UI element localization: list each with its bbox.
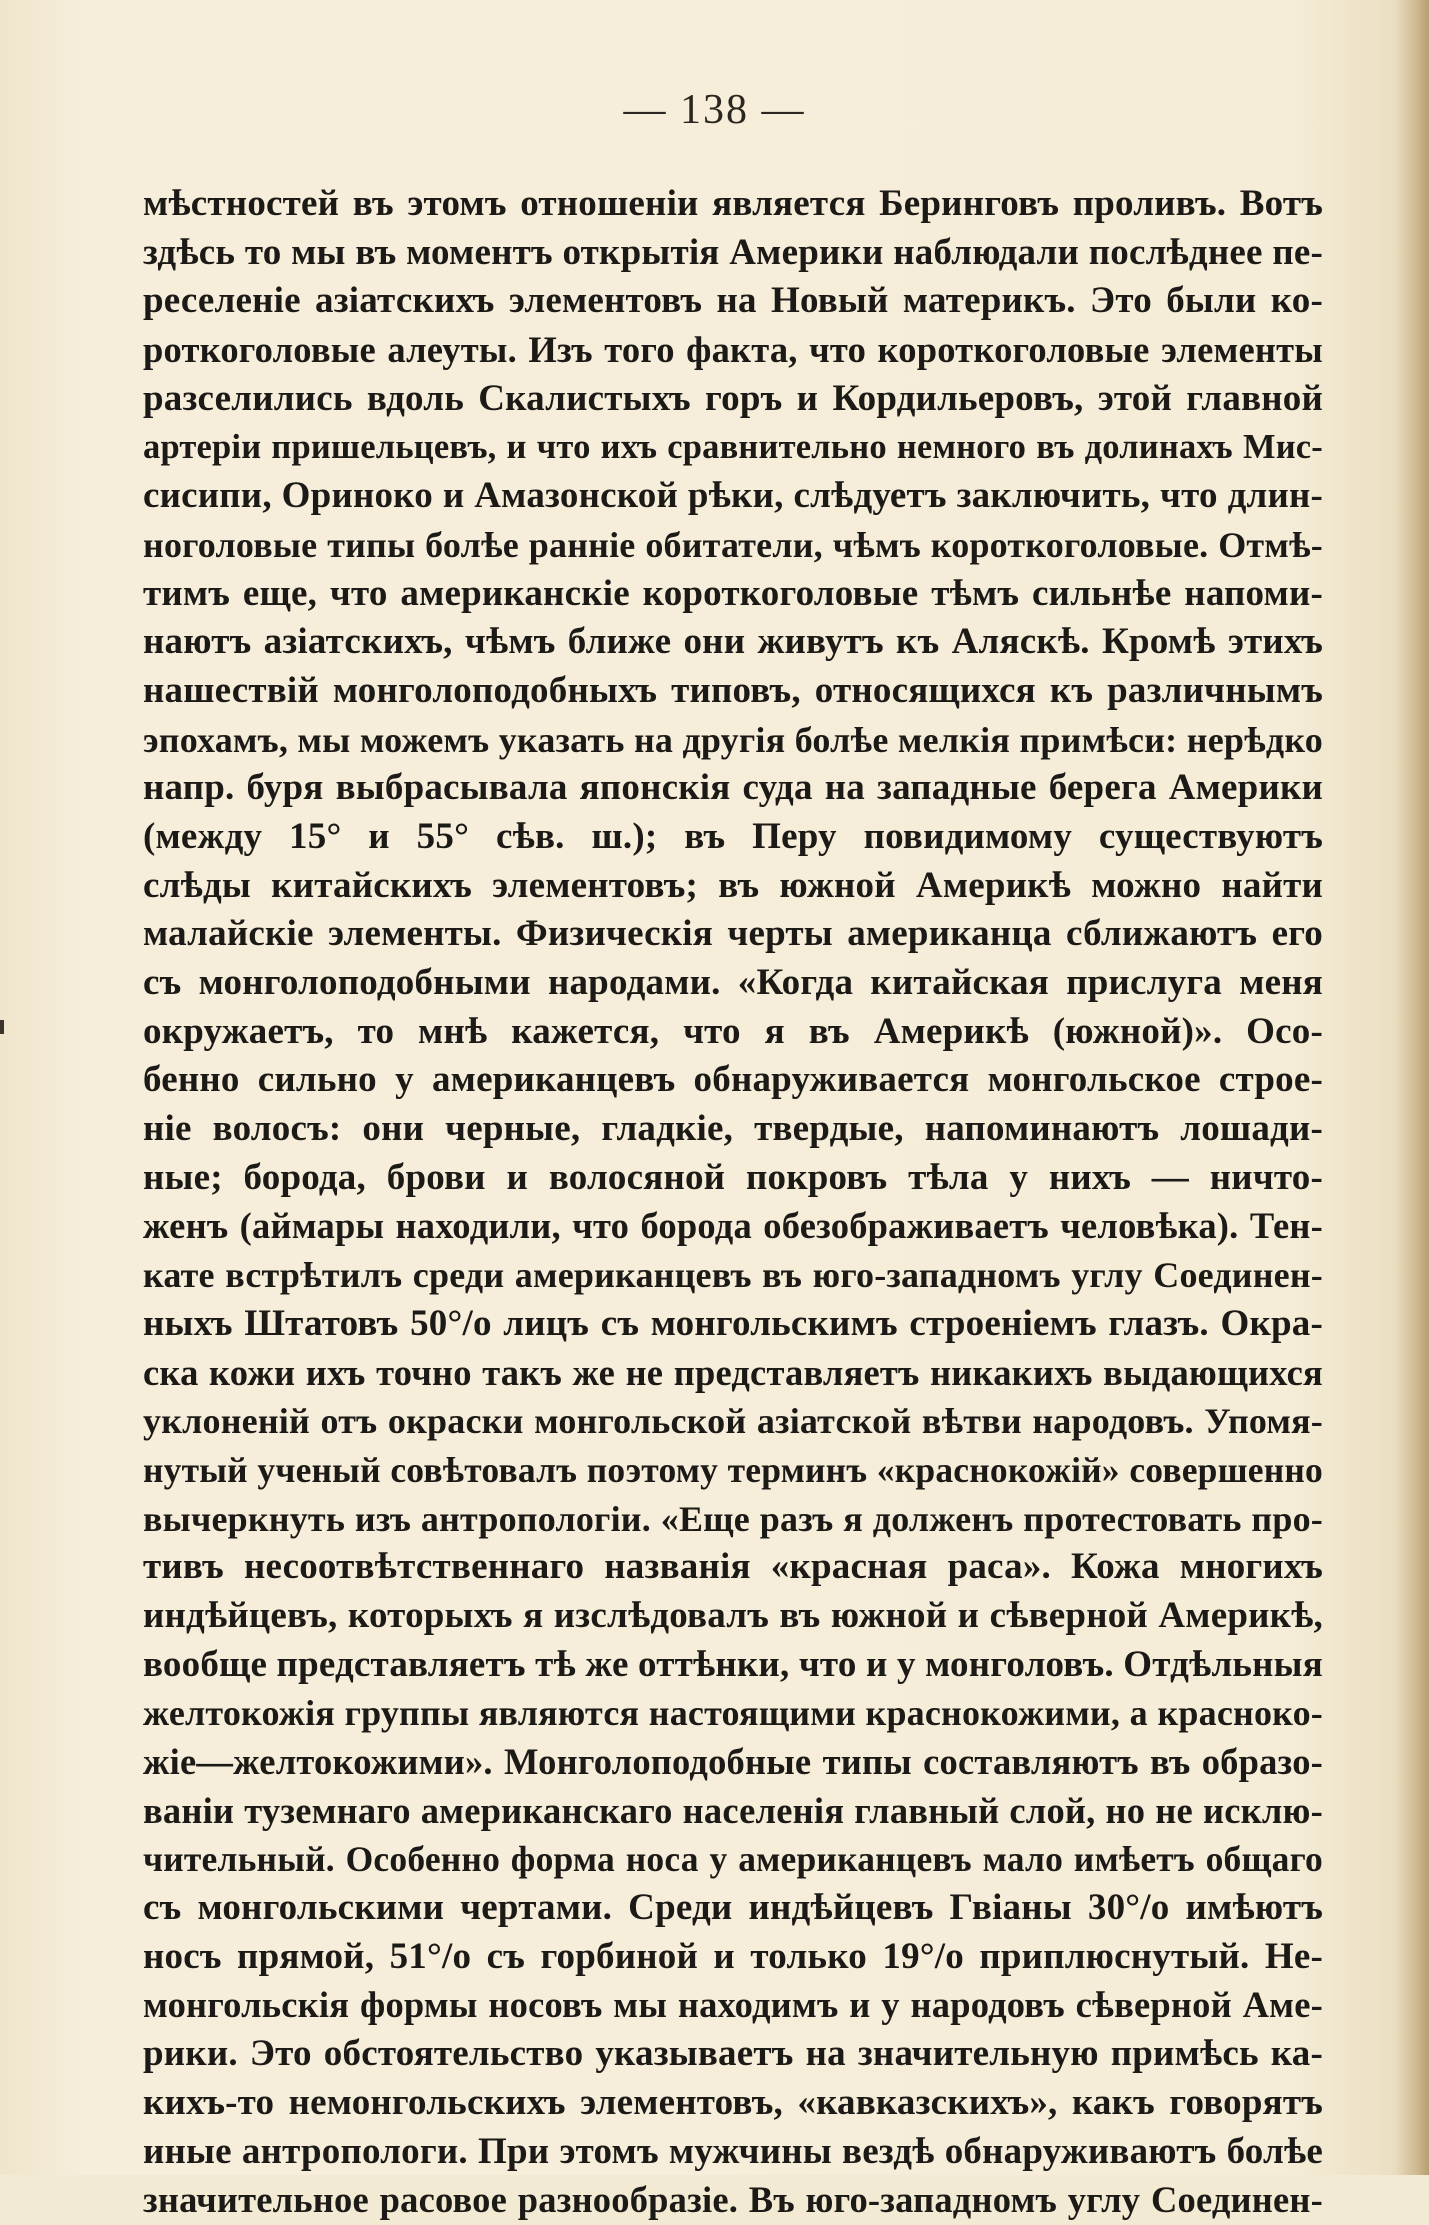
text-line: ноголовые типы болѣе ранніе обитатели, чѣмъ короткоголовые. Отмѣ- [143,524,1323,565]
body-text [143,180,1323,2225]
text-line: окружаетъ, то мнѣ кажется, что я въ Америкѣ (южной)». Осо- [143,1010,1323,1052]
text-line: разселились вдоль Скалистыхъ горъ и Кордильеровъ, этой главной [143,377,1323,419]
page-number: — 138 — [623,87,806,133]
text-line: индѣйцевъ, которыхъ я изслѣдовалъ въ южной и сѣверной Америкѣ, [143,1594,1323,1636]
text-line: сисипи, Ориноко и Амазонской рѣки, слѣдуетъ заключить, что длин- [143,475,1323,517]
page-edge-shadow [1395,0,1429,2175]
text-line: женъ (аймары находили, что борода обезображиваетъ человѣка). Тен- [143,1205,1323,1247]
text-line: нутый ученый совѣтовалъ поэтому терминъ «краснокожій» совершенно [143,1449,1323,1490]
text-line: бенно сильно у американцевъ обнаруживается монгольское строе- [143,1059,1323,1101]
text-line: наютъ азіатскихъ, чѣмъ ближе они живутъ къ Аляскѣ. Кромѣ этихъ [143,621,1323,663]
text-line: кате встрѣтилъ среди американцевъ въ юго-западномъ углу Соединен- [143,1255,1323,1296]
text-line: чительный. Особенно форма носа у американцевъ мало имѣетъ общаго [143,1839,1323,1880]
text-line: напр. буря выбрасывала японскія суда на западные берега Америки [143,767,1323,809]
text-line: роткоголовые алеуты. Изъ того факта, что короткоголовые элементы [143,329,1323,371]
text-line: эпохамъ, мы можемъ указать на другія болѣе мелкія примѣси: нерѣдко [143,719,1323,760]
text-line: кихъ-то немонгольскихъ элементовъ, «кавказскихъ», какъ говорятъ [143,2081,1323,2123]
text-line: съ монгольскими чертами. Среди индѣйцевъ Гвіаны 30°/о имѣютъ [143,1887,1323,1929]
text-line: реселеніе азіатскихъ элементовъ на Новый материкъ. Это были ко- [143,280,1323,322]
text-line: рики. Это обстоятельство указываетъ на значительную примѣсь ка- [143,2033,1323,2075]
text-line: жіе—желтокожими». Монголоподобные типы составляютъ въ образо- [143,1741,1323,1782]
text-line: ніе волосъ: они черные, гладкіе, твердые, напоминаютъ лошади- [143,1108,1323,1150]
text-line: съ монголоподобными народами. «Когда китайская прислуга меня [143,962,1323,1003]
text-line: (между 15° и 55° сѣв. ш.); въ Перу повидимому существуютъ [143,815,1323,857]
text-line: малайскіе элементы. Физическія черты американца сближаютъ его [143,913,1323,955]
text-line: значительное расовое разнообразіе. Въ юго-западномъ углу Соединен- [143,2179,1323,2221]
text-line: ска кожи ихъ точно такъ же не представляетъ никакихъ выдающихся [143,1351,1323,1393]
text-line: тимъ еще, что американскіе короткоголовые тѣмъ сильнѣе напоми- [143,572,1323,614]
text-line: ные; борода, брови и волосяной покровъ тѣла у нихъ — ничто- [143,1156,1323,1198]
text-line: ныхъ Штатовъ 50°/о лицъ съ монгольскимъ строеніемъ глазъ. Окра- [143,1302,1323,1344]
text-line: монгольскія формы носовъ мы находимъ и у народовъ сѣверной Аме- [143,1984,1323,2026]
text-line: здѣсь то мы въ моментъ открытія Америки наблюдали послѣднее пе- [143,231,1323,273]
margin-mark [0,1020,4,1034]
text-line: ваніи туземнаго американскаго населенія главный слой, но не исклю- [143,1789,1323,1831]
text-line: мѣстностей въ этомъ отношеніи является Беринговъ проливъ. Вотъ [143,183,1323,224]
text-line: вообще представляетъ тѣ же оттѣнки, что и у монголовъ. Отдѣльныя [143,1643,1323,1685]
text-line: вычеркнуть изъ антропологіи. «Еще разъ я долженъ протестовать про- [143,1498,1323,1539]
text-line: носъ прямой, 51°/о съ горбиной и только 19°/о приплюснутый. Не- [143,1935,1323,1977]
text-line: уклоненій отъ окраски монгольской азіатской вѣтви народовъ. Упомя- [143,1401,1323,1442]
text-line: желтокожія группы являются настоящими краснокожими, а красноко- [143,1693,1323,1734]
text-line: тивъ несоотвѣтственнаго названія «красная раса». Кожа многихъ [143,1546,1323,1588]
text-line: нашествій монголоподобныхъ типовъ, относящихся къ различнымъ [143,669,1323,711]
text-line: слѣды китайскихъ элементовъ; въ южной Америкѣ можно найти [143,864,1323,906]
text-line: иные антропологи. При этомъ мужчины вездѣ обнаруживаютъ болѣе [143,2130,1323,2172]
text-line: артеріи пришельцевъ, и что ихъ сравнительно немного въ долинахъ Мис- [143,428,1323,467]
